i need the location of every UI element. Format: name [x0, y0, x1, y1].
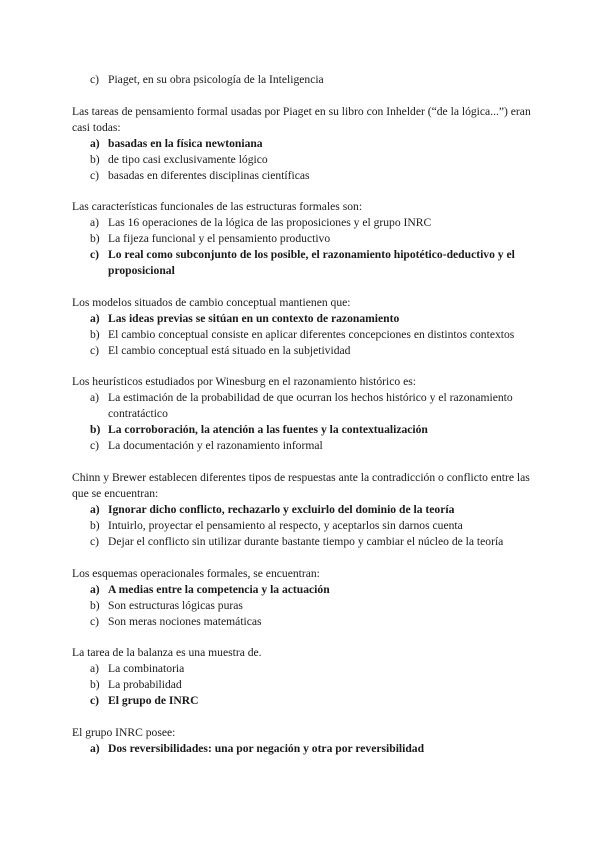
answer-option-correct: [90, 741, 540, 757]
option-text: A medias entre la competencia y la actuación: [108, 582, 330, 596]
question-list: [72, 72, 540, 757]
answer-option: [90, 677, 540, 693]
option-letter: a): [90, 582, 100, 596]
question-stem: Chinn y Brewer establecen diferentes tipos de respuestas ante la contradicción o conflicto entre las que se encuentran:: [72, 470, 530, 500]
option-letter: c): [90, 694, 100, 708]
question-stem: La tarea de la balanza es una muestra de.: [72, 646, 262, 660]
option-list: [72, 582, 540, 630]
option-text: Piaget, en su obra psicología de la Inteligencia: [108, 73, 324, 86]
option-letter: a): [90, 136, 100, 150]
option-letter: b): [90, 678, 100, 692]
option-text: El cambio conceptual está situado en la subjetividad: [108, 343, 351, 357]
answer-option: [90, 327, 540, 343]
question-block: [72, 72, 540, 88]
option-list: [72, 136, 540, 184]
answer-option: [90, 168, 540, 184]
option-text: Son estructuras lógicas puras: [108, 598, 243, 612]
question-block: [72, 470, 540, 550]
answer-option: [90, 614, 540, 630]
question-stem: Las características funcionales de las estructuras formales son:: [72, 200, 363, 214]
question-block: [72, 199, 540, 279]
answer-option-correct: [90, 502, 540, 518]
option-letter: a): [90, 311, 100, 325]
option-text: Ignorar dicho conflicto, rechazarlo y excluirlo del dominio de la teoría: [108, 502, 455, 516]
option-letter: a): [90, 662, 100, 676]
option-text: El grupo de INRC: [108, 694, 199, 708]
question-stem: El grupo INRC posee:: [72, 725, 176, 739]
question-block: [72, 566, 540, 630]
question-stem: Los modelos situados de cambio conceptual mantienen que:: [72, 295, 351, 309]
option-list: [72, 661, 540, 709]
option-text: Intuirlo, proyectar el pensamiento al respecto, y aceptarlos sin darnos cuenta: [108, 518, 463, 532]
option-letter: b): [90, 598, 100, 612]
answer-option: [90, 72, 540, 88]
answer-option-correct: [90, 582, 540, 598]
option-text: La documentación y el razonamiento informal: [108, 439, 323, 453]
option-letter: c): [90, 439, 100, 453]
question-block: [72, 295, 540, 359]
question-block: [72, 725, 540, 757]
option-letter: c): [90, 73, 100, 86]
option-text: Lo real como subconjunto de los posible, el razonamiento hipotético-deductivo y el proposicional: [108, 248, 515, 278]
answer-option-correct: [90, 693, 540, 709]
option-text: La combinatoria: [108, 662, 185, 676]
option-list: [72, 741, 540, 757]
option-text: Las 16 operaciones de la lógica de las proposiciones y el grupo INRC: [108, 216, 432, 230]
option-text: Dos reversibilidades: una por negación y otra por reversibilidad: [108, 741, 425, 755]
option-letter: a): [90, 502, 100, 516]
option-text: Son meras nociones matemáticas: [108, 614, 262, 628]
question-stem: Los esquemas operacionales formales, se encuentran:: [72, 566, 320, 580]
option-text: de tipo casi exclusivamente lógico: [108, 152, 268, 166]
answer-option: [90, 598, 540, 614]
option-letter: c): [90, 614, 100, 628]
option-letter: c): [90, 534, 100, 548]
answer-option: [90, 438, 540, 454]
question-stem: Las tareas de pensamiento formal usadas por Piaget en su libro con Inhelder (“de la lógica...”) eran casi todas:: [72, 104, 531, 134]
option-letter: c): [90, 168, 100, 182]
option-letter: b): [90, 327, 100, 341]
option-text: La corroboración, la atención a las fuentes y la contextualización: [108, 423, 428, 437]
option-letter: b): [90, 518, 100, 532]
option-text: basadas en la física newtoniana: [108, 136, 263, 150]
option-letter: b): [90, 423, 101, 437]
option-text: La fijeza funcional y el pensamiento productivo: [108, 232, 331, 246]
option-text: El cambio conceptual consiste en aplicar diferentes concepciones en distintos contextos: [108, 327, 515, 341]
answer-option: [90, 390, 540, 422]
answer-option-correct: [90, 422, 540, 438]
option-list: [72, 390, 540, 454]
option-text: La estimación de la probabilidad de que ocurran los hechos histórico y el razonamiento contratáctico: [108, 391, 513, 421]
option-list: [72, 72, 540, 88]
option-list: [72, 502, 540, 550]
option-letter: b): [90, 152, 100, 166]
option-letter: a): [90, 741, 100, 755]
option-letter: b): [90, 232, 100, 246]
answer-option-correct: [90, 136, 540, 152]
answer-option: [90, 152, 540, 168]
question-block: [72, 104, 540, 184]
question-block: [72, 645, 540, 709]
answer-option: [90, 661, 540, 677]
question-stem: Los heurísticos estudiados por Winesburg en el razonamiento histórico es:: [72, 375, 416, 389]
option-letter: c): [90, 343, 100, 357]
option-letter: a): [90, 216, 100, 230]
option-text: Las ideas previas se sitúan en un contexto de razonamiento: [108, 311, 400, 325]
answer-option: [90, 215, 540, 231]
option-text: Dejar el conflicto sin utilizar durante bastante tiempo y cambiar el núcleo de la teoría: [108, 534, 504, 548]
answer-option: [90, 231, 540, 247]
answer-option-correct: [90, 247, 540, 279]
option-list: [72, 215, 540, 279]
answer-option: [90, 343, 540, 359]
option-letter: c): [90, 248, 100, 262]
answer-option-correct: [90, 311, 540, 327]
question-block: [72, 374, 540, 454]
option-list: [72, 311, 540, 359]
answer-option: [90, 518, 540, 534]
answer-option: [90, 534, 540, 550]
option-text: basadas en diferentes disciplinas científicas: [108, 168, 310, 182]
option-text: La probabilidad: [108, 678, 182, 692]
option-letter: a): [90, 391, 100, 405]
